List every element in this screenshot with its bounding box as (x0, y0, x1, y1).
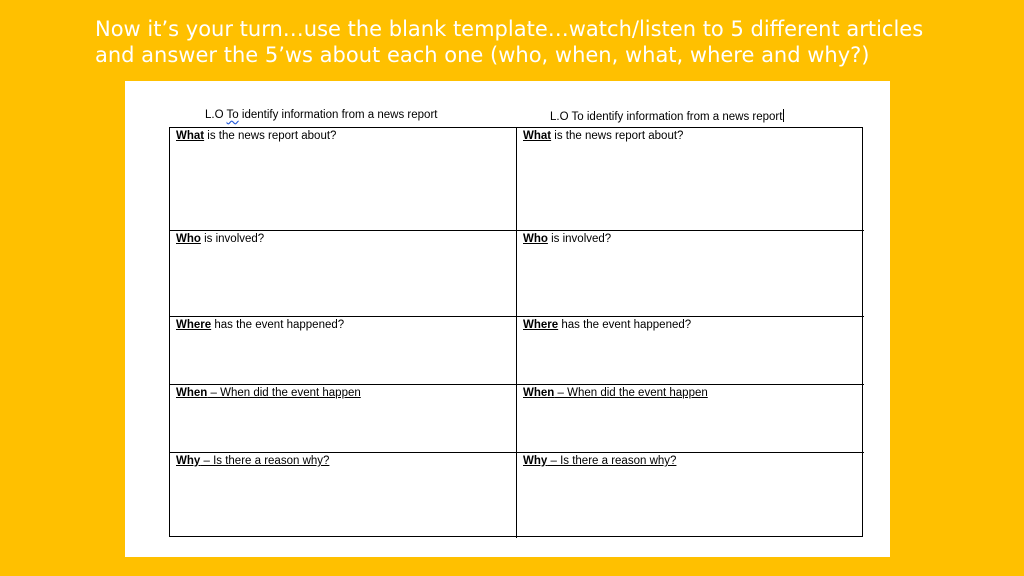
worksheet-document (125, 81, 890, 557)
question-keyword: Where (176, 319, 212, 331)
table-cell-why-right[interactable] (517, 453, 864, 538)
question-keyword: When (523, 387, 555, 399)
question-text: has the event happened? (211, 319, 345, 331)
question-text: has the event happened? (558, 319, 692, 331)
question-keyword: Where (523, 319, 559, 331)
question-keyword: Why (176, 455, 201, 467)
question-keyword: What (176, 130, 205, 142)
question-text: – When did the event happen (554, 387, 708, 399)
table-cell-why-left[interactable] (170, 453, 517, 538)
slide-title-line-2: and answer the 5’ws about each one (who, when, what, where and why?) (95, 43, 870, 67)
question-keyword: Why (523, 455, 548, 467)
question-keyword: When (176, 387, 208, 399)
question-text: is involved? (200, 233, 265, 245)
table-cell-who-right[interactable] (517, 231, 864, 317)
learning-objective-left (205, 109, 437, 121)
question-keyword: Who (523, 233, 548, 245)
question-keyword: Who (176, 233, 201, 245)
question-text: is the news report about? (551, 130, 684, 142)
lo-prefix: L.O (205, 109, 227, 121)
lo-to-word: To (226, 109, 239, 121)
table-cell-where-right[interactable] (517, 317, 864, 385)
lo-rest: identify information from a news report (238, 109, 438, 121)
question-keyword: What (523, 130, 552, 142)
slide-title-line-1: Now it’s your turn…use the blank template…watch/listen to 5 different articles (95, 17, 924, 41)
table-cell-when-left[interactable] (170, 385, 517, 453)
questions-table (169, 127, 863, 537)
text-cursor (783, 109, 784, 122)
question-text: – Is there a reason why? (200, 455, 330, 467)
learning-objective-right (550, 109, 784, 123)
question-text: – When did the event happen (207, 387, 361, 399)
table-cell-what-left[interactable] (170, 128, 517, 231)
table-cell-what-right[interactable] (517, 128, 864, 231)
table-cell-when-right[interactable] (517, 385, 864, 453)
question-text: – Is there a reason why? (547, 455, 677, 467)
table-cell-where-left[interactable] (170, 317, 517, 385)
lo-text: L.O To identify information from a news report (550, 111, 783, 123)
slide-title (95, 16, 995, 68)
question-text: is the news report about? (204, 130, 337, 142)
question-text: is involved? (547, 233, 612, 245)
table-cell-who-left[interactable] (170, 231, 517, 317)
